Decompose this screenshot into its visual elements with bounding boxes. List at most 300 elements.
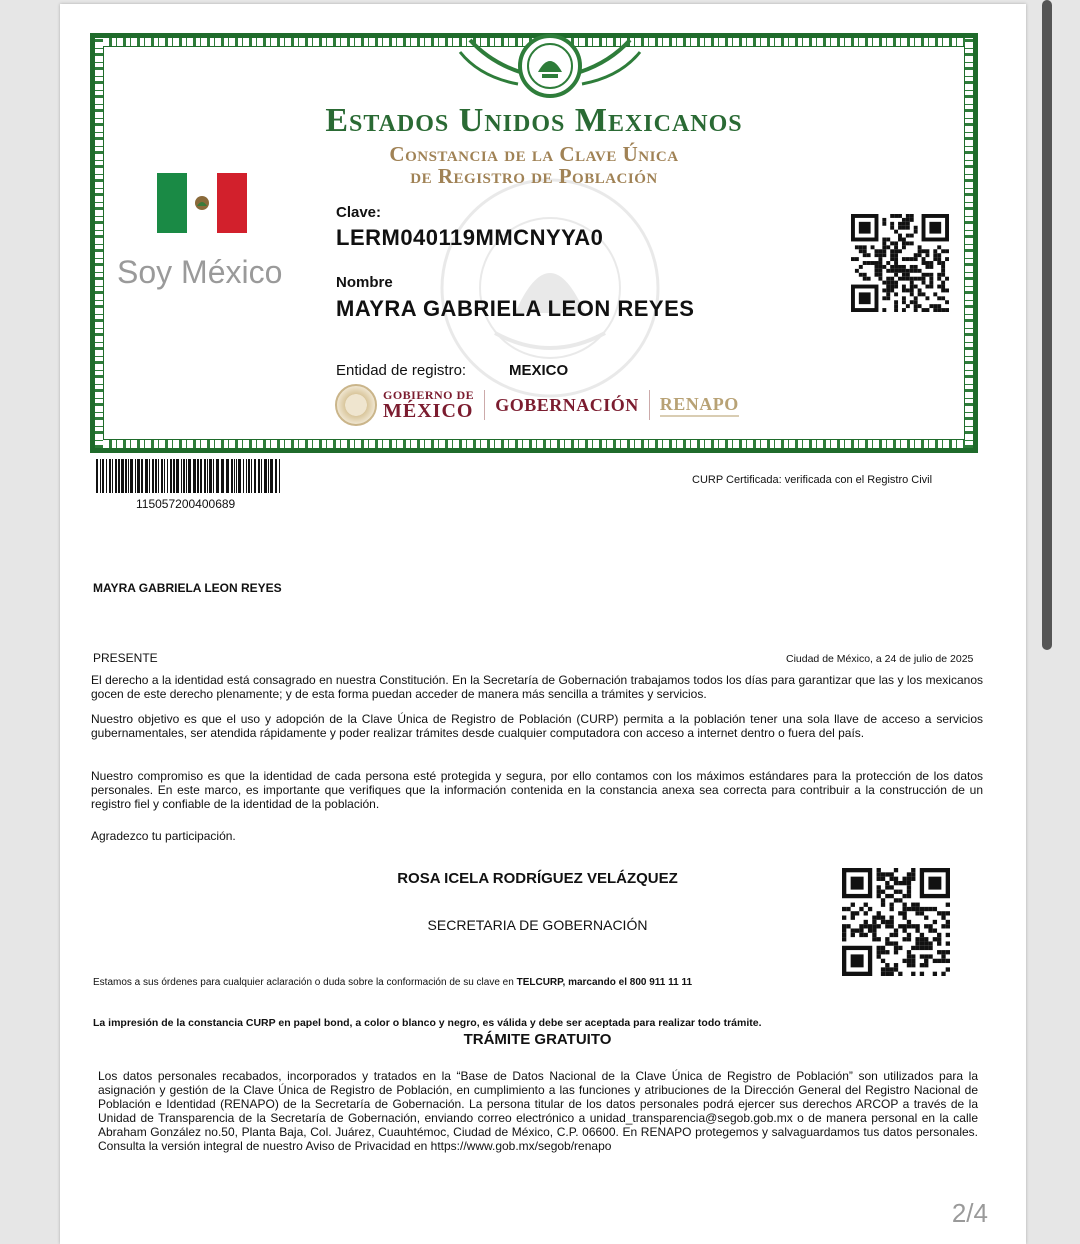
barcode-bar <box>254 459 256 493</box>
qr-module <box>859 933 863 937</box>
qr-module <box>924 954 928 958</box>
qr-module <box>937 257 941 261</box>
qr-module <box>929 261 933 265</box>
frame-frieze-bottom <box>95 440 973 448</box>
qr-module <box>925 273 929 277</box>
qr-module <box>902 903 906 907</box>
qr-module <box>875 265 879 269</box>
qr-module <box>894 261 898 265</box>
country-title: Estados Unidos Mexicanos <box>325 102 743 139</box>
qr-module <box>929 304 933 308</box>
qr-module <box>920 937 924 941</box>
qr-module <box>914 296 918 300</box>
qr-module <box>914 300 918 304</box>
qr-module <box>890 214 894 218</box>
qr-module <box>877 877 881 881</box>
qr-module <box>855 911 859 915</box>
telcurp-note <box>93 976 692 990</box>
qr-module <box>946 911 950 915</box>
qr-module <box>894 946 898 950</box>
gobernacion-logo: GOBERNACIÓN <box>495 394 639 415</box>
certified-note: CURP Certificada: verificada con el Registro Civil <box>692 474 933 486</box>
qr-module <box>875 269 879 273</box>
qr-module <box>910 285 914 289</box>
qr-module <box>898 972 902 976</box>
clave-label: Clave: <box>336 204 382 221</box>
qr-module <box>872 920 876 924</box>
qr-module <box>898 234 902 238</box>
qr-module <box>937 296 941 300</box>
qr-module <box>929 273 933 277</box>
qr-module <box>886 261 890 265</box>
qr-module <box>855 257 859 261</box>
qr-module <box>914 265 918 269</box>
clave-value: LERM040119MMCNYYA0 <box>336 225 604 250</box>
qr-module <box>842 937 846 941</box>
qr-module <box>877 894 881 898</box>
qr-module <box>855 245 859 249</box>
qr-module <box>918 269 922 273</box>
qr-module <box>941 249 945 253</box>
barcode-bar <box>188 459 191 493</box>
qr-module <box>937 304 941 308</box>
qr-module <box>878 257 882 261</box>
letter-paragraph-2: Nuestro objetivo es que el uso y adopción de la Clave Única de Registro de Población (CURP) permita a la población tener una sola llave de acceso a servicios gubernamentales, ser atendida rápidamente y poder realizar trámites desde cualquier computadora con acceso a internet dentro o fuera del país. <box>91 712 983 740</box>
qr-module <box>906 218 910 222</box>
qr-module <box>868 928 872 932</box>
qr-module <box>922 261 926 265</box>
qr-module <box>868 907 872 911</box>
qr-module <box>910 218 914 222</box>
qr-module <box>885 967 889 971</box>
qr-module <box>875 261 879 265</box>
qr-module <box>918 245 922 249</box>
qr-module <box>910 257 914 261</box>
qr-module <box>894 241 898 245</box>
qr-module <box>911 959 915 963</box>
qr-module <box>877 924 881 928</box>
qr-module <box>890 967 894 971</box>
qr-module <box>906 273 910 277</box>
qr-module <box>933 249 937 253</box>
qr-module <box>920 907 924 911</box>
qr-module <box>878 277 882 281</box>
qr-module <box>925 285 929 289</box>
qr-module <box>907 881 911 885</box>
qr-module <box>875 273 879 277</box>
print-validity-note: La impresión de la constancia CURP en papel bond, a color o blanco y negro, es válida y debe ser aceptada para realizar todo trámite. <box>93 1017 762 1029</box>
barcode-bar <box>121 459 124 493</box>
barcode-bar <box>275 459 277 493</box>
qr-module <box>922 308 926 312</box>
qr-module <box>914 304 918 308</box>
qr-module <box>882 241 886 245</box>
qr-module <box>885 972 889 976</box>
qr-module <box>925 261 929 265</box>
qr-module <box>925 249 929 253</box>
qr-module <box>945 257 949 261</box>
letter-recipient: MAYRA GABRIELA LEON REYES <box>93 581 282 595</box>
qr-module <box>911 877 915 881</box>
qr-module <box>918 288 922 292</box>
qr-module <box>885 885 889 889</box>
barcode-bar <box>145 459 148 493</box>
qr-module <box>885 950 889 954</box>
qr-module <box>882 249 886 253</box>
qr-module <box>911 972 915 976</box>
qr-module <box>878 269 882 273</box>
qr-module <box>902 911 906 915</box>
qr-module <box>946 959 950 963</box>
qr-finder-pattern <box>851 954 864 967</box>
qr-module <box>920 933 924 937</box>
soy-mexico-slogan: Soy México <box>117 254 283 290</box>
qr-module <box>902 226 906 230</box>
qr-module <box>894 933 898 937</box>
barcode-bar <box>226 459 229 493</box>
barcode-bar <box>128 459 129 493</box>
renapo-logo: RENAPO <box>660 394 739 417</box>
qr-module <box>864 911 868 915</box>
qr-module <box>894 963 898 967</box>
qr-module <box>882 281 886 285</box>
qr-code-icon <box>842 868 950 976</box>
qr-module <box>890 265 894 269</box>
qr-module <box>918 292 922 296</box>
qr-module <box>872 933 876 937</box>
qr-module <box>929 265 933 269</box>
qr-module <box>864 933 868 937</box>
qr-module <box>886 281 890 285</box>
scrollbar[interactable] <box>1042 0 1052 650</box>
qr-module <box>937 911 941 915</box>
qr-module <box>946 967 950 971</box>
qr-module <box>898 277 902 281</box>
qr-module <box>890 972 894 976</box>
qr-module <box>907 959 911 963</box>
qr-module <box>877 950 881 954</box>
national-seal-icon <box>450 32 650 102</box>
qr-module <box>941 281 945 285</box>
qr-module <box>915 911 919 915</box>
qr-module <box>851 928 855 932</box>
barcode-bar <box>118 459 120 493</box>
qr-module <box>878 261 882 265</box>
qr-module <box>906 222 910 226</box>
qr-module <box>859 924 863 928</box>
barcode-bar <box>149 459 150 493</box>
qr-module <box>885 924 889 928</box>
qr-module <box>907 933 911 937</box>
qr-module <box>928 946 932 950</box>
qr-module <box>864 903 868 907</box>
qr-module <box>890 877 894 881</box>
flag-red-stripe <box>217 173 247 233</box>
letter-paragraph-3: Nuestro compromiso es que la identidad de cada persona esté protegida y segura, por ello contamos con los máximos estándares para la protección de los datos personales. En este marco, es importante que verifiques que la información contenida en la constancia anexa sea correcta para contribuir a la construcción de un registro fiel y confiable de la identidad de la población. <box>91 769 983 811</box>
qr-module <box>877 868 881 872</box>
barcode-bar <box>200 459 202 493</box>
barcode-bar <box>109 459 111 493</box>
qr-module <box>946 933 950 937</box>
qr-module <box>885 920 889 924</box>
qr-module <box>941 911 945 915</box>
qr-module <box>885 881 889 885</box>
qr-module <box>886 277 890 281</box>
barcode-bar <box>106 459 107 493</box>
qr-module <box>881 877 885 881</box>
barcode-bar <box>258 459 260 493</box>
qr-module <box>918 249 922 253</box>
qr-module <box>902 241 906 245</box>
qr-module <box>898 924 902 928</box>
qr-module <box>872 937 876 941</box>
qr-module <box>872 924 876 928</box>
qr-module <box>859 273 863 277</box>
qr-module <box>937 285 941 289</box>
qr-module <box>937 941 941 945</box>
frame-frieze-right <box>965 38 973 448</box>
qr-module <box>911 946 915 950</box>
qr-module <box>914 253 918 257</box>
logo-divider <box>484 390 485 420</box>
qr-module <box>928 907 932 911</box>
qr-module <box>859 245 863 249</box>
qr-module <box>894 285 898 289</box>
qr-module <box>882 218 886 222</box>
barcode-bar <box>216 459 219 493</box>
qr-module <box>902 937 906 941</box>
qr-module <box>894 269 898 273</box>
qr-module <box>906 288 910 292</box>
qr-module <box>842 928 846 932</box>
qr-module <box>881 920 885 924</box>
qr-finder-pattern <box>929 222 941 234</box>
qr-module <box>885 894 889 898</box>
qr-module <box>863 253 867 257</box>
qr-module <box>914 230 918 234</box>
qr-module <box>890 222 894 226</box>
qr-module <box>863 277 867 281</box>
barcode-bar <box>246 459 247 493</box>
qr-module <box>902 222 906 226</box>
qr-module <box>907 963 911 967</box>
qr-module <box>885 872 889 876</box>
qr-module <box>915 907 919 911</box>
qr-module <box>890 226 894 230</box>
qr-module <box>933 937 937 941</box>
qr-module <box>937 253 941 257</box>
qr-module <box>911 924 915 928</box>
qr-module <box>914 226 918 230</box>
qr-module <box>906 269 910 273</box>
flag-green-stripe <box>157 173 187 233</box>
barcode-bar <box>170 459 172 493</box>
qr-module <box>928 928 932 932</box>
qr-module <box>910 281 914 285</box>
qr-module <box>890 249 894 253</box>
barcode-icon <box>96 459 282 493</box>
barcode-number: 115057200400689 <box>136 497 236 511</box>
qr-module <box>945 288 949 292</box>
qr-module <box>937 308 941 312</box>
qr-module <box>902 285 906 289</box>
qr-module <box>941 296 945 300</box>
barcode-bar <box>112 459 113 493</box>
qr-module <box>941 308 945 312</box>
qr-module <box>937 950 941 954</box>
qr-module <box>933 959 937 963</box>
qr-module <box>907 924 911 928</box>
qr-module <box>922 292 926 296</box>
qr-module <box>924 941 928 945</box>
qr-module <box>898 898 902 902</box>
barcode-bar <box>204 459 206 493</box>
mexico-flag-icon <box>157 173 247 233</box>
qr-module <box>894 868 898 872</box>
government-logos <box>335 383 739 427</box>
qr-module <box>922 257 926 261</box>
qr-module <box>898 269 902 273</box>
qr-module <box>851 916 855 920</box>
qr-module <box>907 877 911 881</box>
barcode-bar <box>135 459 136 493</box>
frame-frieze-left <box>95 38 103 448</box>
letter-date: Ciudad de México, a 24 de julio de 2025 <box>786 653 974 665</box>
qr-module <box>910 288 914 292</box>
qr-module <box>872 928 876 932</box>
qr-module <box>894 300 898 304</box>
qr-module <box>882 288 886 292</box>
qr-module <box>902 265 906 269</box>
qr-module <box>894 214 898 218</box>
qr-module <box>894 950 898 954</box>
qr-module <box>890 872 894 876</box>
qr-module <box>890 903 894 907</box>
qr-module <box>910 265 914 269</box>
qr-module <box>902 288 906 292</box>
qr-module <box>929 281 933 285</box>
qr-module <box>886 285 890 289</box>
qr-module <box>914 277 918 281</box>
qr-module <box>933 292 937 296</box>
qr-module <box>886 292 890 296</box>
qr-module <box>946 950 950 954</box>
qr-module <box>894 257 898 261</box>
qr-module <box>933 304 937 308</box>
qr-module <box>886 238 890 242</box>
qr-module <box>851 911 855 915</box>
barcode-bar <box>279 459 280 493</box>
qr-module <box>894 967 898 971</box>
qr-module <box>872 916 876 920</box>
barcode-bar <box>130 459 133 493</box>
qr-module <box>902 308 906 312</box>
qr-module <box>881 903 885 907</box>
barcode-bar <box>186 459 187 493</box>
qr-module <box>902 916 906 920</box>
barcode-bar <box>125 459 127 493</box>
qr-module <box>881 872 885 876</box>
qr-module <box>920 972 924 976</box>
qr-module <box>922 273 926 277</box>
qr-module <box>894 265 898 269</box>
qr-module <box>946 903 950 907</box>
qr-module <box>910 292 914 296</box>
qr-module <box>894 941 898 945</box>
flag-coat-of-arms-icon <box>192 194 212 212</box>
qr-module <box>881 898 885 902</box>
qr-module <box>886 245 890 249</box>
qr-module <box>855 928 859 932</box>
qr-module <box>902 218 906 222</box>
qr-module <box>945 277 949 281</box>
qr-module <box>933 308 937 312</box>
qr-module <box>886 269 890 273</box>
qr-module <box>906 226 910 230</box>
qr-module <box>911 903 915 907</box>
qr-module <box>881 959 885 963</box>
barcode-bar <box>158 459 159 493</box>
qr-module <box>842 916 846 920</box>
qr-module <box>881 946 885 950</box>
qr-module <box>910 300 914 304</box>
qr-module <box>902 894 906 898</box>
qr-module <box>910 214 914 218</box>
qr-module <box>894 230 898 234</box>
qr-module <box>906 304 910 308</box>
qr-module <box>933 920 937 924</box>
barcode-bar <box>193 459 196 493</box>
telcurp-text: Estamos a sus órdenes para cualquier aclaración o duda sobre la conformación de su clave en <box>93 977 517 988</box>
barcode-bar <box>251 459 252 493</box>
qr-module <box>918 277 922 281</box>
qr-module <box>902 928 906 932</box>
barcode-bar <box>183 459 185 493</box>
barcode-bar <box>181 459 182 493</box>
qr-module <box>878 273 882 277</box>
qr-module <box>894 898 898 902</box>
nombre-value: MAYRA GABRIELA LEON REYES <box>336 296 695 321</box>
qr-module <box>894 928 898 932</box>
barcode-bar <box>197 459 199 493</box>
qr-module <box>907 907 911 911</box>
qr-module <box>902 907 906 911</box>
barcode-bar <box>238 459 241 493</box>
qr-module <box>945 300 949 304</box>
gobierno-logo-line1: GOBIERNO DE <box>383 388 475 402</box>
qr-module <box>915 924 919 928</box>
qr-module <box>920 954 924 958</box>
qr-module <box>924 963 928 967</box>
qr-module <box>902 273 906 277</box>
qr-module <box>890 288 894 292</box>
qr-module <box>890 277 894 281</box>
qr-module <box>920 911 924 915</box>
barcode-bar <box>137 459 140 493</box>
qr-module <box>898 890 902 894</box>
qr-module <box>859 928 863 932</box>
qr-module <box>902 959 906 963</box>
qr-module <box>941 916 945 920</box>
qr-module <box>894 877 898 881</box>
qr-module <box>877 937 881 941</box>
barcode-bar <box>176 459 179 493</box>
qr-module <box>885 963 889 967</box>
qr-module <box>890 253 894 257</box>
barcode-bar <box>173 459 175 493</box>
free-procedure-label: TRÁMITE GRATUITO <box>463 1031 612 1048</box>
qr-module <box>907 890 911 894</box>
